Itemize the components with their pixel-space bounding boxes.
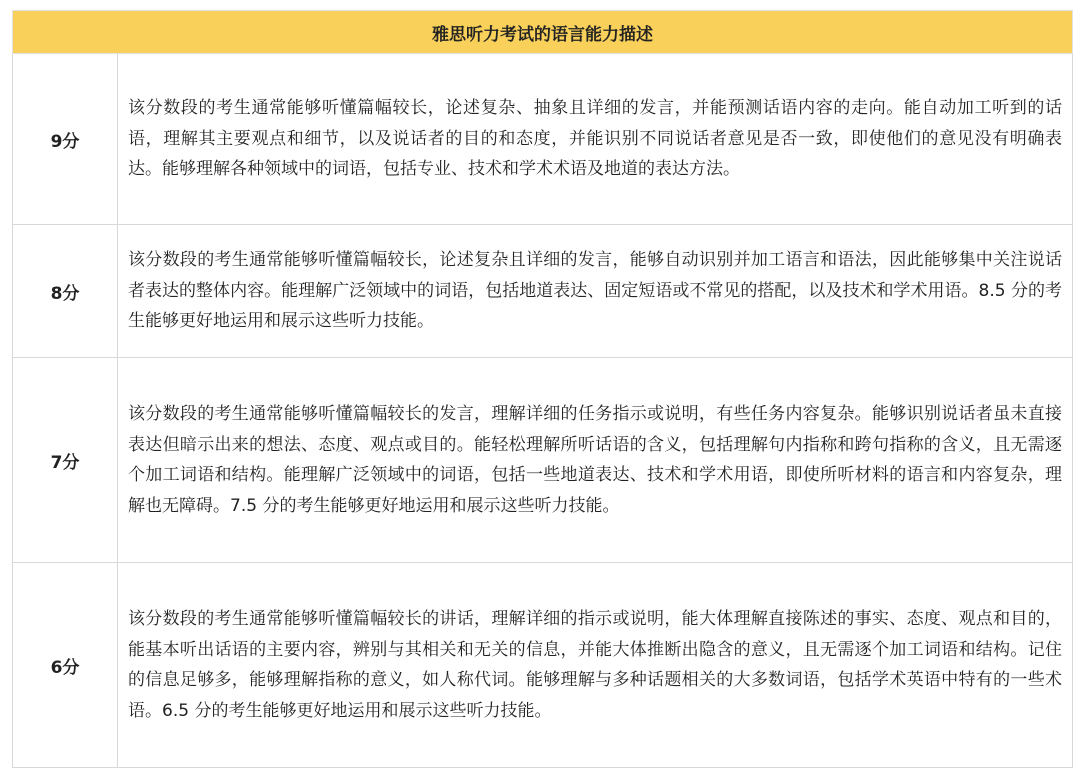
description-cell: 该分数段的考生通常能够听懂篇幅较长，论述复杂、抽象且详细的发言，并能预测话语内容的走向。能自动加工听到的话语，理解其主要观点和细节，以及说话者的目的和态度，并能识别不同说话者意见是否一致，即使他们的意见没有明确表达。能够理解各种领域中的词语，包括专业、技术和学术术语及地道的表达方法。 <box>118 54 1073 225</box>
table-row <box>13 225 1073 358</box>
score-cell: 9分 <box>13 54 118 225</box>
table-title: 雅思听力考试的语言能力描述 <box>13 11 1073 54</box>
score-cell: 6分 <box>13 563 118 768</box>
table-row <box>13 563 1073 768</box>
table-header-row <box>13 11 1073 54</box>
score-cell: 7分 <box>13 358 118 563</box>
score-cell: 8分 <box>13 225 118 358</box>
score-description-table-wrapper <box>12 10 1072 768</box>
table-row <box>13 358 1073 563</box>
score-description-table <box>12 10 1073 768</box>
description-cell: 该分数段的考生通常能够听懂篇幅较长的讲话，理解详细的指示或说明，能大体理解直接陈述的事实、态度、观点和目的，能基本听出话语的主要内容，辨别与其相关和无关的信息，并能大体推断出隐含的意义，且无需逐个加工词语和结构。记住的信息足够多，能够理解指称的意义，如人称代词。能够理解与多种话题相关的大多数词语，包括学术英语中特有的一些术语。6.5 分的考生能够更好地运用和展示这些听力技能。 <box>118 563 1073 768</box>
description-cell: 该分数段的考生通常能够听懂篇幅较长，论述复杂且详细的发言，能够自动识别并加工语言和语法，因此能够集中关注说话者表达的整体内容。能理解广泛领域中的词语，包括地道表达、固定短语或不常见的搭配，以及技术和学术用语。8.5 分的考生能够更好地运用和展示这些听力技能。 <box>118 225 1073 358</box>
description-cell: 该分数段的考生通常能够听懂篇幅较长的发言，理解详细的任务指示或说明，有些任务内容复杂。能够识别说话者虽未直接表达但暗示出来的想法、态度、观点或目的。能轻松理解所听话语的含义，包括理解句内指称和跨句指称的含义，且无需逐个加工词语和结构。能理解广泛领域中的词语，包括一些地道表达、技术和学术用语，即使所听材料的语言和内容复杂，理解也无障碍。7.5 分的考生能够更好地运用和展示这些听力技能。 <box>118 358 1073 563</box>
table-row <box>13 54 1073 225</box>
